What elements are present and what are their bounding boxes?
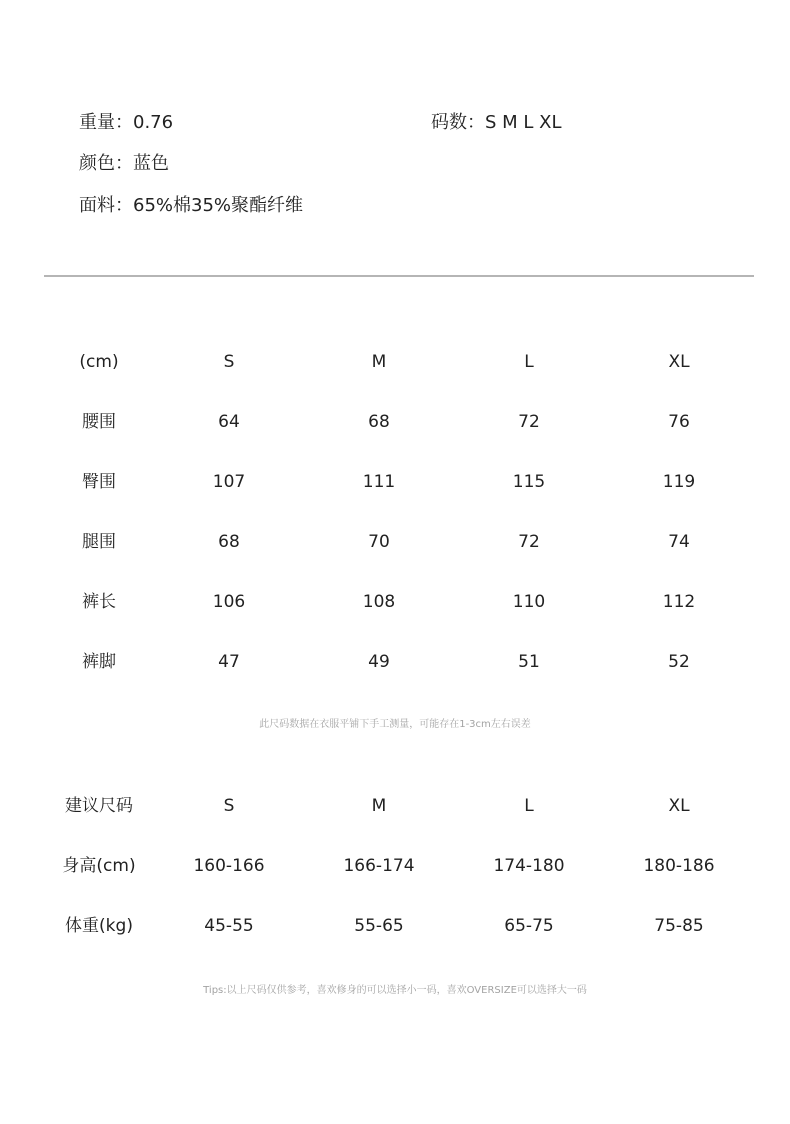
table-cell: 49 bbox=[368, 652, 390, 672]
table-cell: 76 bbox=[668, 412, 690, 432]
row-label: 裤脚 bbox=[82, 652, 116, 672]
size-header-l: L bbox=[524, 352, 534, 372]
table-cell: 111 bbox=[362, 472, 396, 492]
table-cell: 65-75 bbox=[504, 916, 554, 936]
table-row bbox=[0, 896, 790, 956]
table-cell: 47 bbox=[218, 652, 240, 672]
measurement-header-row bbox=[0, 332, 790, 392]
size-tips: Tips:以上尺码仅供参考，喜欢修身的可以选择小一码，喜欢OVERSIZE可以选择大一码 bbox=[203, 985, 587, 996]
row-label: 腰围 bbox=[82, 412, 116, 432]
row-label: 臀围 bbox=[82, 472, 116, 492]
table-cell: 106 bbox=[212, 592, 246, 612]
table-cell: 115 bbox=[512, 472, 546, 492]
table-cell: 45-55 bbox=[204, 916, 254, 936]
size-header-xl: XL bbox=[668, 352, 690, 372]
size-options-info: 码数：S M L XL bbox=[431, 112, 562, 133]
size-header-xl: XL bbox=[668, 796, 690, 816]
size-header-s: S bbox=[223, 352, 235, 372]
table-cell: 107 bbox=[212, 472, 246, 492]
table-cell: 68 bbox=[368, 412, 390, 432]
table-cell: 166-174 bbox=[343, 856, 415, 876]
table-cell: 70 bbox=[368, 532, 390, 552]
table-cell: 51 bbox=[518, 652, 540, 672]
table-row bbox=[0, 452, 790, 512]
table-row bbox=[0, 836, 790, 896]
table-cell: 174-180 bbox=[493, 856, 565, 876]
recommended-size-header: 建议尺码 bbox=[65, 796, 133, 816]
color-info: 颜色：蓝色 bbox=[79, 153, 169, 174]
size-recommendation-table bbox=[0, 776, 790, 956]
size-header-s: S bbox=[223, 796, 235, 816]
size-header-l: L bbox=[524, 796, 534, 816]
row-label: 腿围 bbox=[82, 532, 116, 552]
table-cell: 75-85 bbox=[654, 916, 704, 936]
table-cell: 64 bbox=[218, 412, 240, 432]
row-label: 裤长 bbox=[82, 592, 116, 612]
table-cell: 52 bbox=[668, 652, 690, 672]
size-header-m: M bbox=[371, 796, 387, 816]
row-label: 体重(kg) bbox=[65, 916, 133, 936]
unit-header: (cm) bbox=[79, 352, 119, 372]
measurement-table bbox=[0, 332, 790, 692]
recommendation-header-row bbox=[0, 776, 790, 836]
fabric-info: 面料：65%棉35%聚酯纤维 bbox=[79, 195, 304, 216]
weight-info: 重量：0.76 bbox=[79, 112, 174, 133]
table-cell: 180-186 bbox=[643, 856, 715, 876]
table-cell: 108 bbox=[362, 592, 396, 612]
table-cell: 68 bbox=[218, 532, 240, 552]
table-row bbox=[0, 392, 790, 452]
table-cell: 160-166 bbox=[193, 856, 265, 876]
table-cell: 72 bbox=[518, 532, 540, 552]
table-row bbox=[0, 632, 790, 692]
section-divider bbox=[44, 275, 754, 277]
table-cell: 110 bbox=[512, 592, 546, 612]
table-cell: 55-65 bbox=[354, 916, 404, 936]
table-cell: 112 bbox=[662, 592, 696, 612]
table-cell: 119 bbox=[662, 472, 696, 492]
table-row bbox=[0, 512, 790, 572]
table-cell: 72 bbox=[518, 412, 540, 432]
size-header-m: M bbox=[371, 352, 387, 372]
measurement-note: 此尺码数据在衣服平铺下手工测量，可能存在1-3cm左右误差 bbox=[259, 719, 531, 730]
row-label: 身高(cm) bbox=[62, 856, 136, 876]
table-row bbox=[0, 572, 790, 632]
table-cell: 74 bbox=[668, 532, 690, 552]
